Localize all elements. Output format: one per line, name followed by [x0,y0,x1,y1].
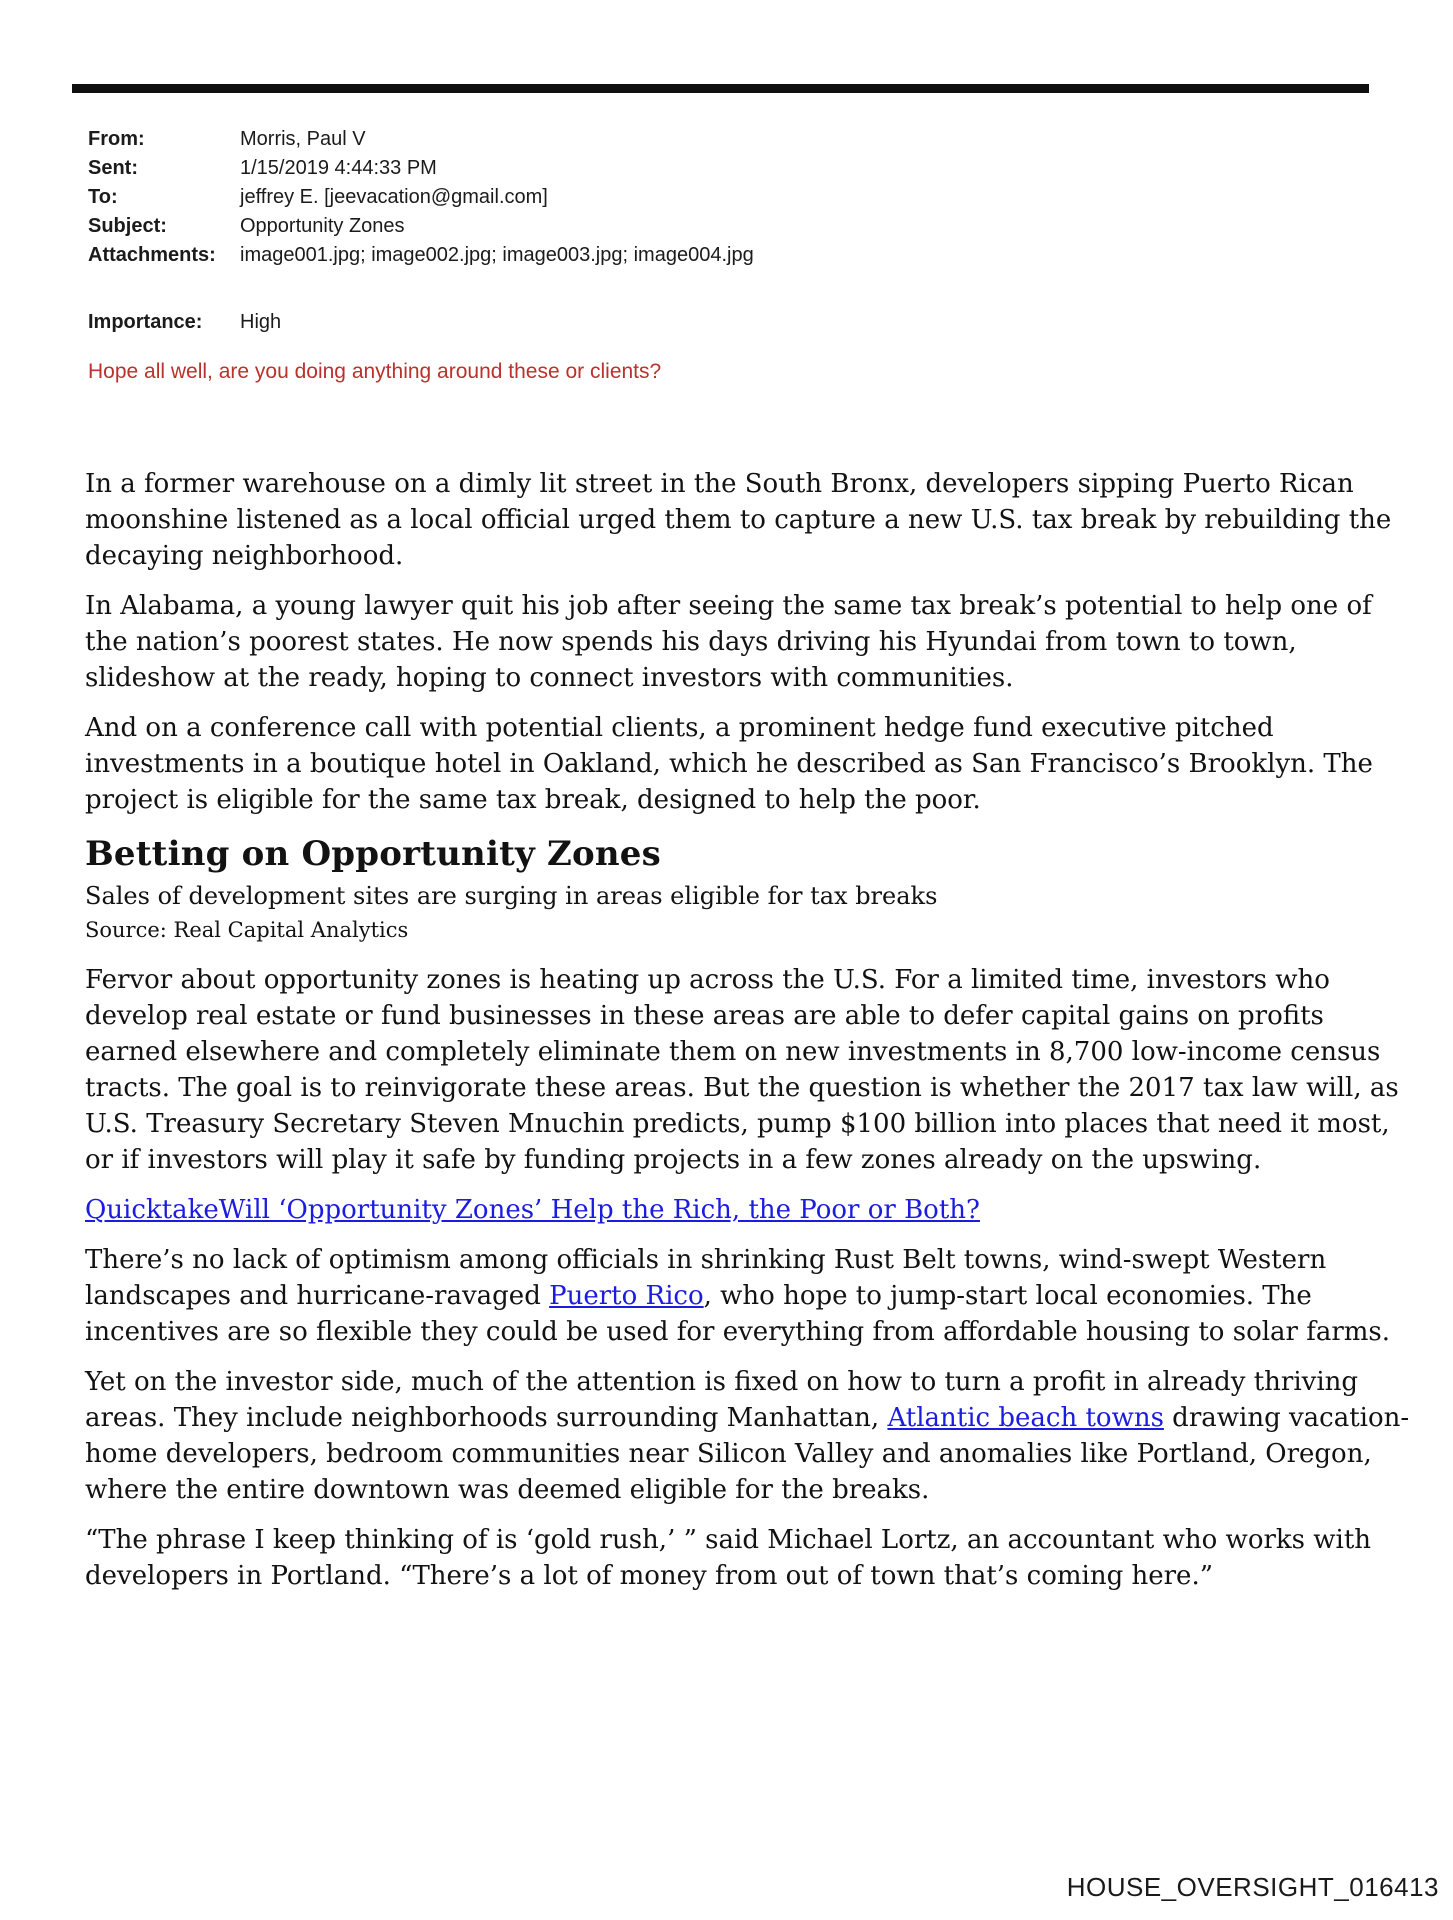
sender-note: Hope all well, are you doing anything around these or clients? [88,360,662,383]
article-link[interactable]: Atlantic beach towns [887,1403,1164,1433]
email-header-row [88,241,754,270]
paragraph-text: And on a conference call with potential clients, a prominent hedge fund executive pitched investments in a boutique hotel in Oakland, which he described as San Francisco’s Brooklyn. The project is eligible for the same tax break, designed to help the poor. [85,713,1373,815]
article-body [85,466,1418,1608]
email-header-label: From: [88,128,145,150]
paragraph-text: , who hope to jump-start local economies. The incentives are so flexible they could be used for everything from affordable housing to solar farms. [85,1281,1391,1347]
article-paragraph [85,1364,1418,1508]
article-link[interactable]: Puerto Rico [549,1281,704,1311]
header-divider-rule [72,84,1369,93]
email-header-row [88,212,754,241]
article-source: Source: Real Capital Analytics [85,918,409,942]
paragraph-text: drawing vacation-home developers, bedroom communities near Silicon Valley and anomalies like Portland, Oregon, where the entire downtown was deemed eligible for the breaks. [85,1403,1410,1505]
article-subheading: Sales of development sites are surging in areas eligible for tax breaks [85,882,938,910]
email-header-value: Opportunity Zones [240,215,405,237]
article-paragraph [85,1242,1418,1350]
paragraph-text: In a former warehouse on a dimly lit street in the South Bronx, developers sipping Puerto Rican moonshine listened as a local official urged them to capture a new U.S. tax break by rebuilding the decaying neighborhood. [85,469,1392,571]
article-paragraph [85,962,1418,1178]
article-paragraph [85,588,1418,696]
article-paragraph [85,466,1418,574]
email-header-row-importance [88,308,754,337]
paragraph-text: In Alabama, a young lawyer quit his job after seeing the same tax break’s potential to help one of the nation’s poorest states. He now spends his days driving his Hyundai from town to town, slideshow at the ready, hoping to connect investors with communities. [85,591,1372,693]
email-header-label: To: [88,186,118,208]
email-header-row [88,125,754,154]
email-header-label: Attachments: [88,244,216,266]
email-header-label: Sent: [88,157,138,179]
article-link[interactable]: QuicktakeWill ‘Opportunity Zones’ Help the Rich, the Poor or Both? [85,1195,980,1225]
paragraph-text: Fervor about opportunity zones is heating up across the U.S. For a limited time, investors who develop real estate or fund businesses in these areas are able to defer capital gains on profits earned elsewhere and completely eliminate them on new investments in 8,700 low-income census tracts. The goal is to reinvigorate these areas. But the question is whether the 2017 tax law will, as U.S. Treasury Secretary Steven Mnuchin predicts, pump $100 billion into places that need it most, or if investors will play it safe by funding projects in a few zones already on the upswing. [85,965,1399,1175]
email-header-value: jeffrey E. [jeevacation@gmail.com] [240,186,548,208]
email-header-row [88,183,754,212]
article-heading: Betting on Opportunity Zones [85,834,661,874]
article-paragraph [85,1192,1418,1228]
email-header-fields [88,125,754,270]
email-header-row [88,154,754,183]
email-header [88,125,754,337]
email-header-value: 1/15/2019 4:44:33 PM [240,157,437,179]
paragraph-text: “The phrase I keep thinking of is ‘gold rush,’ ” said Michael Lortz, an accountant who works with developers in Portland. “There’s a lot of money from out of town that’s coming here.” [85,1525,1372,1591]
email-header-value: image001.jpg; image002.jpg; image003.jpg; image004.jpg [240,244,754,266]
article-paragraph [85,710,1418,818]
paragraph-text: There’s no lack of optimism among officials in shrinking Rust Belt towns, wind-swept Western landscapes and hurricane-ravaged [85,1245,1327,1311]
email-header-value: Morris, Paul V [240,128,366,150]
article-paragraph [85,1522,1418,1594]
email-header-label: Importance: [88,311,203,333]
bates-number: HOUSE_OVERSIGHT_016413 [1066,1872,1439,1902]
paragraph-text: Yet on the investor side, much of the attention is fixed on how to turn a profit in already thriving areas. They include neighborhoods surrounding Manhattan, [85,1367,1359,1433]
email-header-value: High [240,311,282,333]
email-header-label: Subject: [88,215,167,237]
